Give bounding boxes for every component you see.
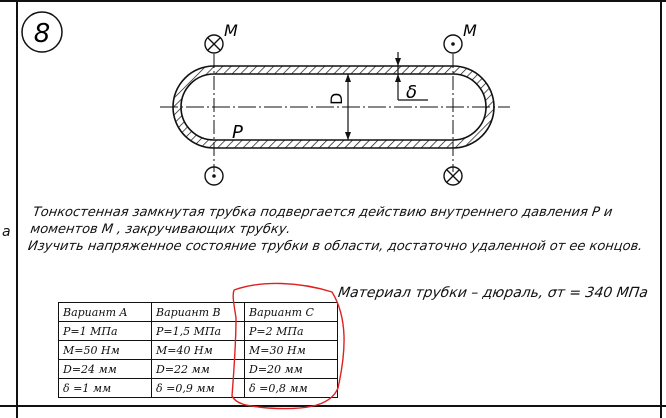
moment-label-left: M [224,21,238,40]
problem-statement [27,204,654,255]
thickness-label: δ [406,82,418,103]
table-row [59,341,338,360]
moment-label-right: M [463,21,477,40]
table-cell: M=40 Нм [152,341,245,360]
moment-symbol-top-left [205,21,238,53]
table-row [59,322,338,341]
table-header-cell: Вариант B [152,303,245,322]
problem-number: 8 [33,19,51,49]
table-cell: M=50 Нм [59,341,152,360]
problem-text-line-3: Изучить напряженное состояние трубки в области, достаточно удаленной от ее концов. [26,239,644,254]
table-header-row [59,303,338,322]
table-cell: P=1,5 МПа [152,322,245,341]
table-header-cell: Вариант C [245,303,338,322]
table-row [59,379,338,398]
table-cell: D=22 мм [152,360,245,379]
table-cell: D=20 мм [245,360,338,379]
side-margin-letter: а [2,224,11,240]
moment-symbol-top-right [444,21,477,53]
table-cell: δ =1 мм [59,379,152,398]
table-cell: D=24 мм [59,360,152,379]
table-cell: P=1 МПа [59,322,152,341]
table-header-cell: Вариант A [59,303,152,322]
problem-text-line-1: Тонкостенная замкнутая трубка подвергается действию внутреннего давления P и [31,205,614,220]
table-cell: M=30 Нм [245,341,338,360]
variants-table [58,302,338,398]
table-cell: δ =0,9 мм [152,379,245,398]
problem-text-line-2: моментов M , закручивающих трубку. [29,222,292,237]
material-note: Материал трубки – дюраль, σт = 340 МПа [336,285,649,301]
table-cell: δ =0,8 мм [245,379,338,398]
diameter-label: D [327,92,346,105]
table-row [59,360,338,379]
pressure-label: P [232,122,243,143]
problem-number-badge [22,12,62,52]
table-cell: P=2 МПа [245,322,338,341]
